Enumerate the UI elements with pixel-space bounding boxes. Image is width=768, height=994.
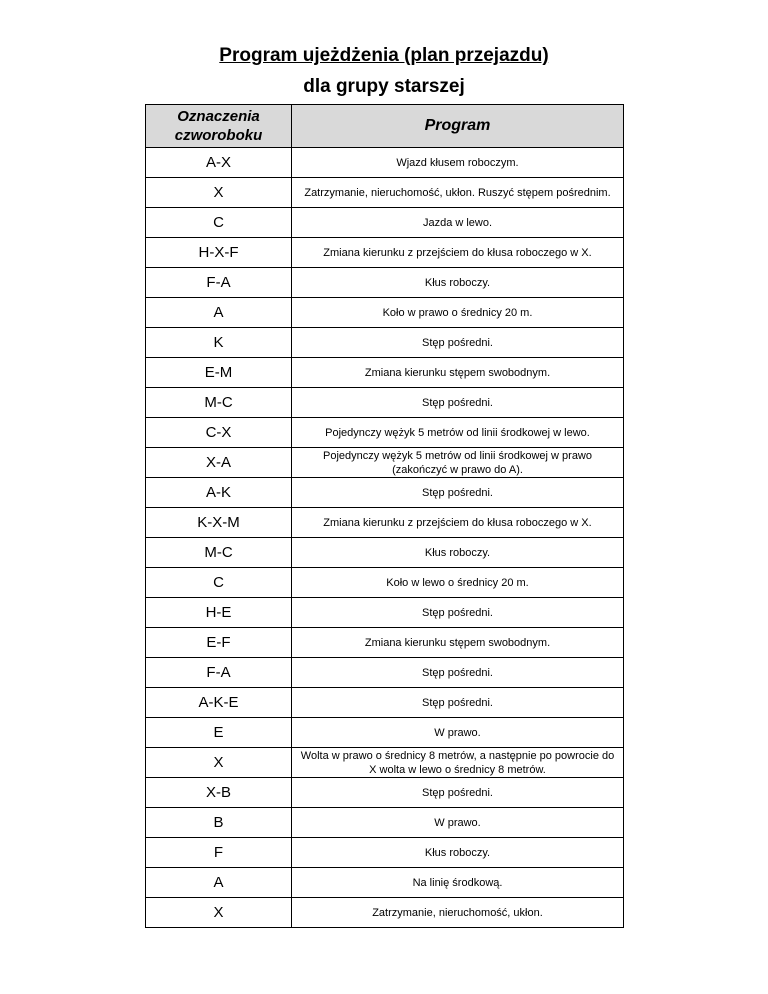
arena-mark-cell: X-B bbox=[146, 778, 292, 808]
program-cell: Jazda w lewo. bbox=[292, 208, 624, 238]
program-cell: Kłus roboczy. bbox=[292, 538, 624, 568]
table-row bbox=[146, 448, 624, 478]
program-cell: Stęp pośredni. bbox=[292, 688, 624, 718]
arena-mark-cell: H-X-F bbox=[146, 238, 292, 268]
arena-mark-cell: K-X-M bbox=[146, 508, 292, 538]
program-cell: Pojedynczy wężyk 5 metrów od linii środkowej w prawo (zakończyć w prawo do A). bbox=[292, 448, 624, 478]
program-cell: Stęp pośredni. bbox=[292, 598, 624, 628]
program-cell: Stęp pośredni. bbox=[292, 328, 624, 358]
table-row bbox=[146, 658, 624, 688]
table-row bbox=[146, 868, 624, 898]
table-row bbox=[146, 328, 624, 358]
arena-mark-cell: E-F bbox=[146, 628, 292, 658]
arena-mark-cell: C-X bbox=[146, 418, 292, 448]
dressage-program-table bbox=[145, 104, 624, 928]
arena-mark-cell: X bbox=[146, 178, 292, 208]
arena-mark-cell: C bbox=[146, 208, 292, 238]
arena-mark-cell: F bbox=[146, 838, 292, 868]
table-row bbox=[146, 748, 624, 778]
program-cell: Zmiana kierunku stępem swobodnym. bbox=[292, 628, 624, 658]
table-row bbox=[146, 148, 624, 178]
table-header-row bbox=[146, 105, 624, 148]
program-cell: Stęp pośredni. bbox=[292, 658, 624, 688]
arena-mark-cell: E bbox=[146, 718, 292, 748]
arena-mark-cell: M-C bbox=[146, 388, 292, 418]
program-cell: Zatrzymanie, nieruchomość, ukłon. bbox=[292, 898, 624, 928]
table-row bbox=[146, 898, 624, 928]
arena-mark-cell: A-X bbox=[146, 148, 292, 178]
program-cell: W prawo. bbox=[292, 808, 624, 838]
program-cell: Kłus roboczy. bbox=[292, 838, 624, 868]
table-row bbox=[146, 538, 624, 568]
table-row bbox=[146, 568, 624, 598]
table-row bbox=[146, 388, 624, 418]
program-cell: Kłus roboczy. bbox=[292, 268, 624, 298]
arena-mark-cell: A bbox=[146, 298, 292, 328]
arena-mark-cell: F-A bbox=[146, 658, 292, 688]
program-cell: Koło w prawo o średnicy 20 m. bbox=[292, 298, 624, 328]
table-row bbox=[146, 508, 624, 538]
program-cell: Wolta w prawo o średnicy 8 metrów, a następnie po powrocie do X wolta w lewo o średnicy 8 metrów. bbox=[292, 748, 624, 778]
arena-mark-cell: X bbox=[146, 748, 292, 778]
table-row bbox=[146, 298, 624, 328]
arena-mark-cell: C bbox=[146, 568, 292, 598]
program-cell: Zmiana kierunku z przejściem do kłusa roboczego w X. bbox=[292, 238, 624, 268]
table-row bbox=[146, 628, 624, 658]
program-cell: Stęp pośredni. bbox=[292, 478, 624, 508]
arena-mark-cell: A-K bbox=[146, 478, 292, 508]
program-cell: Na linię środkową. bbox=[292, 868, 624, 898]
table-row bbox=[146, 358, 624, 388]
table-row bbox=[146, 268, 624, 298]
arena-mark-cell: F-A bbox=[146, 268, 292, 298]
table-row bbox=[146, 208, 624, 238]
arena-mark-cell: H-E bbox=[146, 598, 292, 628]
column-header-program: Program bbox=[292, 105, 624, 148]
program-cell: Wjazd kłusem roboczym. bbox=[292, 148, 624, 178]
arena-mark-cell: A bbox=[146, 868, 292, 898]
arena-mark-cell: M-C bbox=[146, 538, 292, 568]
program-cell: Zatrzymanie, nieruchomość, ukłon. Ruszyć stępem pośrednim. bbox=[292, 178, 624, 208]
table-row bbox=[146, 598, 624, 628]
arena-mark-cell: X-A bbox=[146, 448, 292, 478]
program-cell: Stęp pośredni. bbox=[292, 388, 624, 418]
document-title: Program ujeżdżenia (plan przejazdu) bbox=[219, 45, 549, 66]
table-row bbox=[146, 718, 624, 748]
table-row bbox=[146, 688, 624, 718]
program-cell: Pojedynczy wężyk 5 metrów od linii środkowej w lewo. bbox=[292, 418, 624, 448]
table-row bbox=[146, 418, 624, 448]
program-cell: Zmiana kierunku z przejściem do kłusa roboczego w X. bbox=[292, 508, 624, 538]
arena-mark-cell: K bbox=[146, 328, 292, 358]
arena-mark-cell: X bbox=[146, 898, 292, 928]
table-row bbox=[146, 838, 624, 868]
program-cell: Stęp pośredni. bbox=[292, 778, 624, 808]
column-header-marks: Oznaczenia czworoboku bbox=[146, 105, 292, 148]
program-cell: Koło w lewo o średnicy 20 m. bbox=[292, 568, 624, 598]
table-row bbox=[146, 808, 624, 838]
arena-mark-cell: A-K-E bbox=[146, 688, 292, 718]
table-row bbox=[146, 238, 624, 268]
table-row bbox=[146, 178, 624, 208]
arena-mark-cell: B bbox=[146, 808, 292, 838]
table-row bbox=[146, 478, 624, 508]
program-cell: W prawo. bbox=[292, 718, 624, 748]
arena-mark-cell: E-M bbox=[146, 358, 292, 388]
program-cell: Zmiana kierunku stępem swobodnym. bbox=[292, 358, 624, 388]
document-subtitle: dla grupy starszej bbox=[303, 76, 465, 97]
table-row bbox=[146, 778, 624, 808]
